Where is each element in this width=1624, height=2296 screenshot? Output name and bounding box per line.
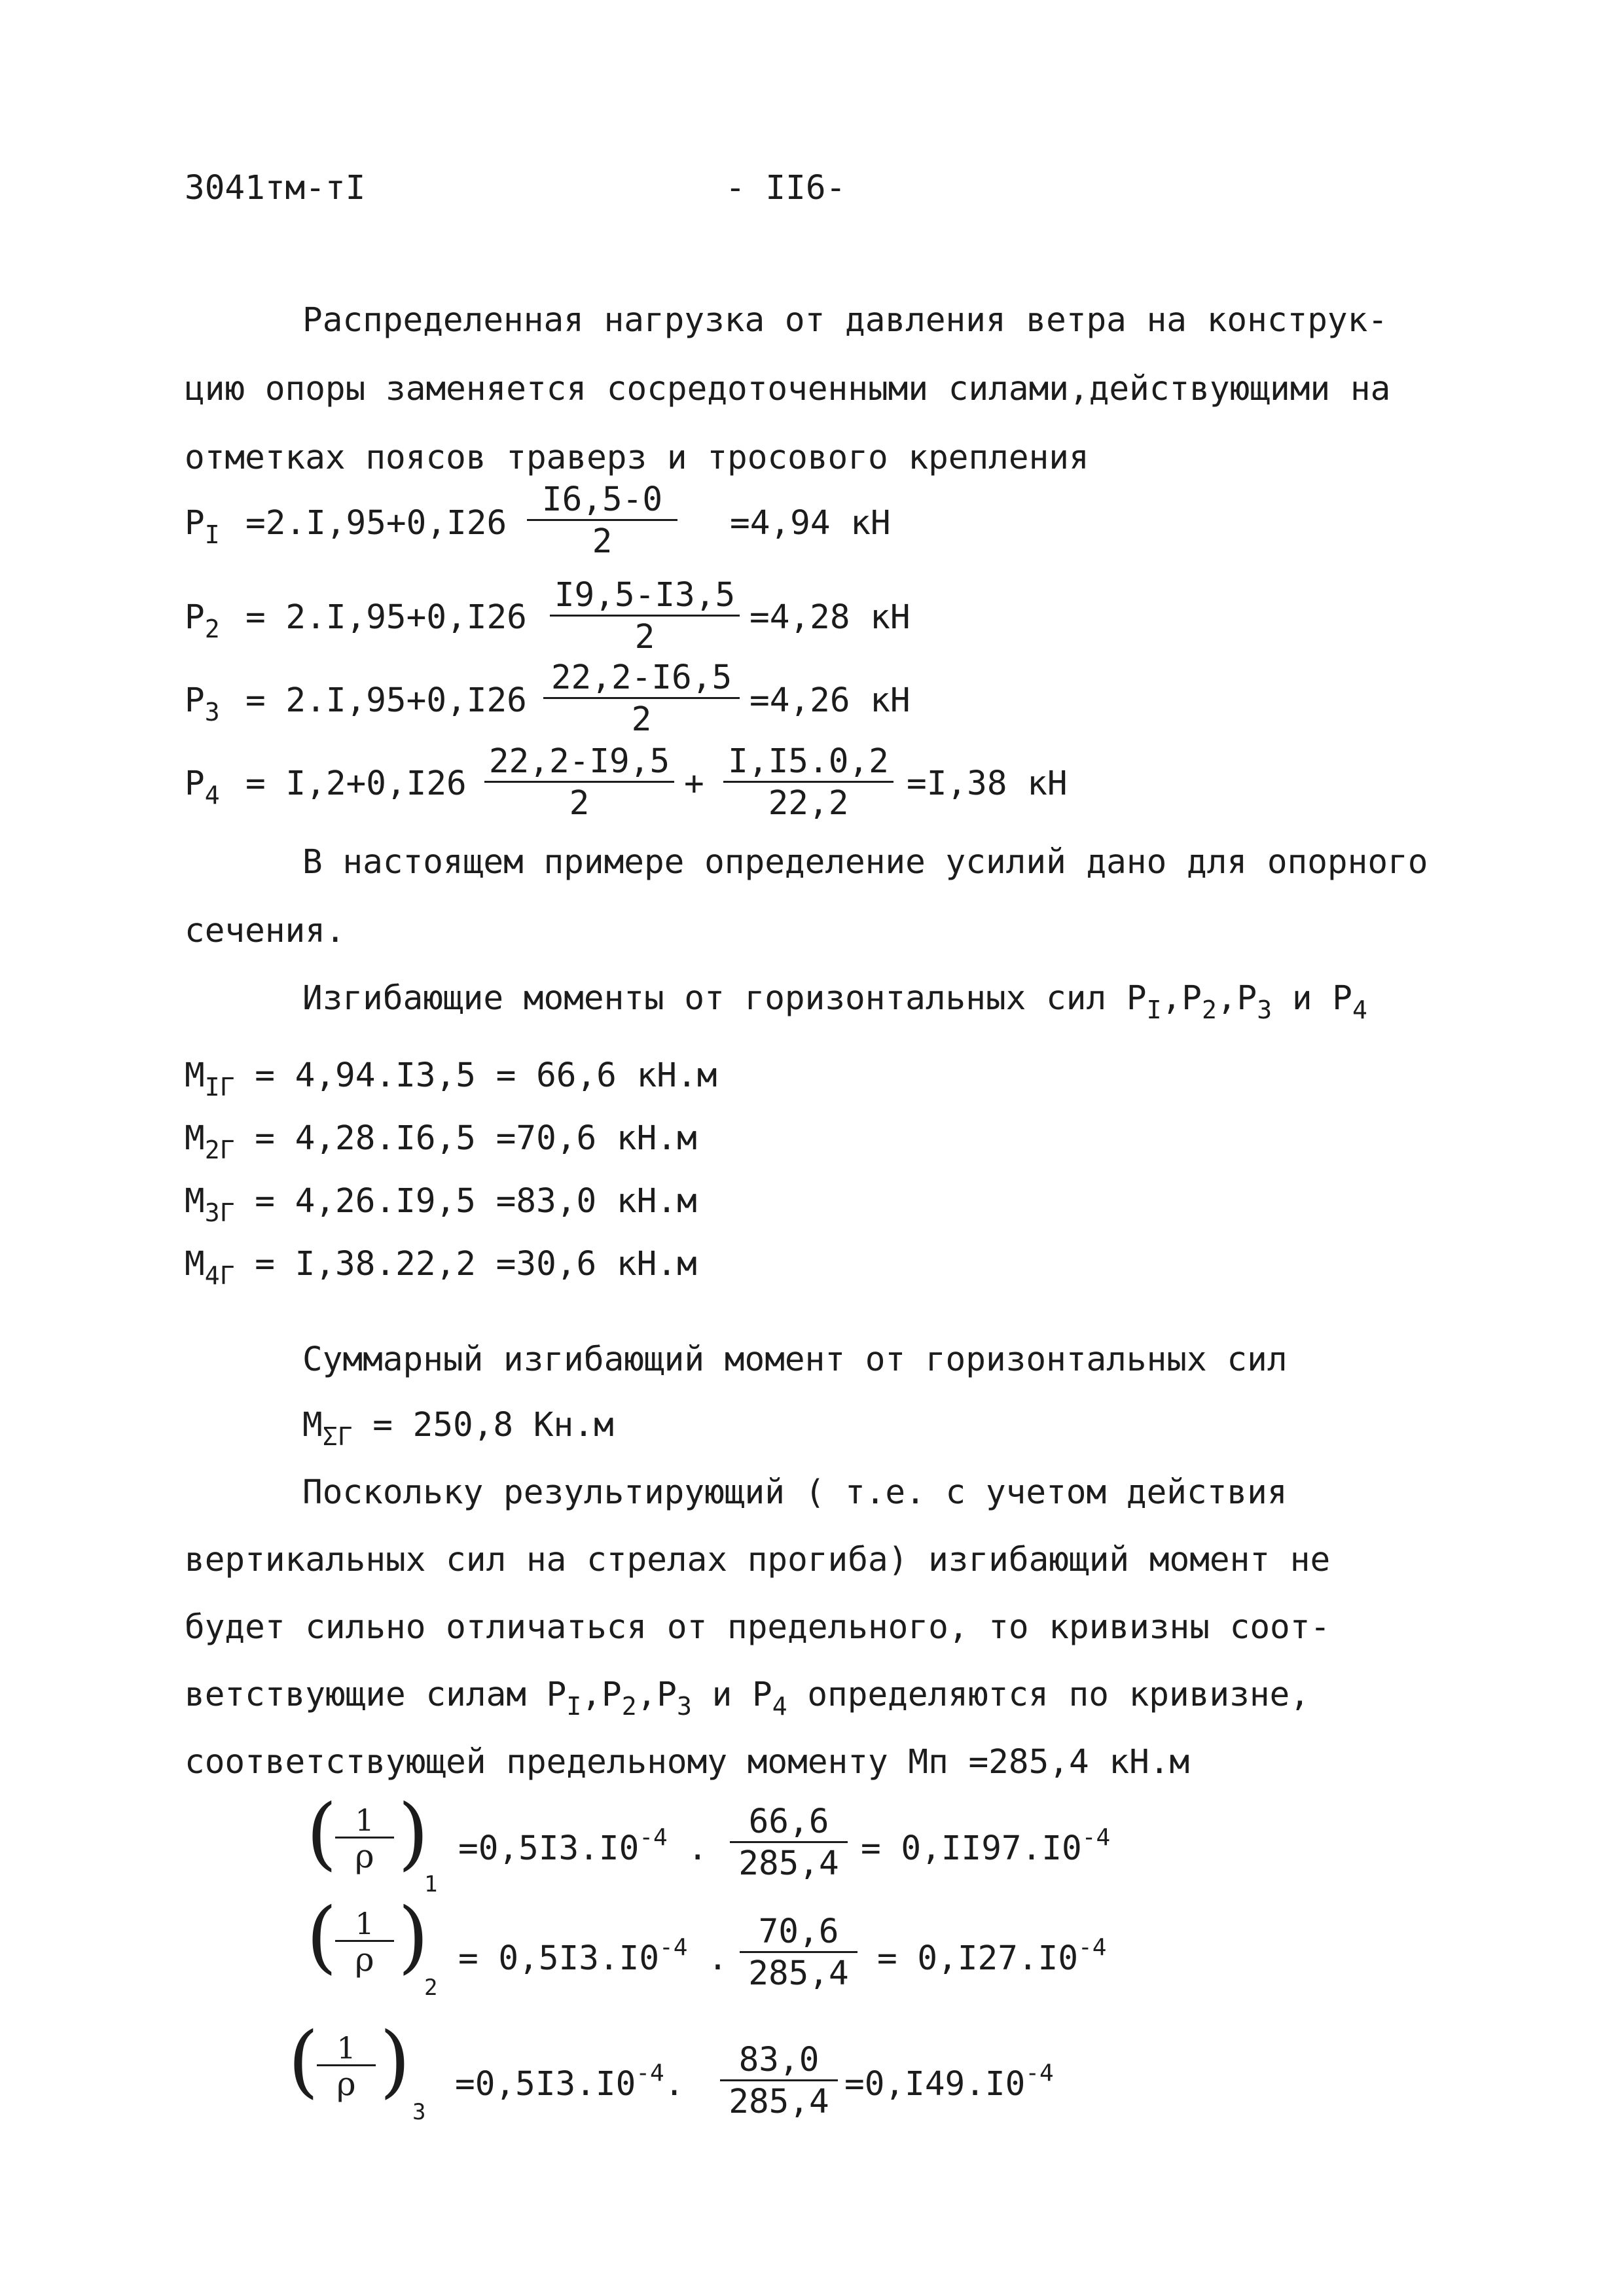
intro-line-3: отметках поясов траверз и тросового крепления (185, 439, 1089, 477)
para2-line-2: сечения. (185, 912, 346, 950)
para2-line-1: В настоящем примере определение усилий дано для опорного (302, 843, 1428, 882)
curvature-coefficient: $=0,5I3.I0^{-4}$. (455, 2060, 685, 2104)
left-paren: ( (306, 1892, 337, 1982)
moment-m2: $M_{2Г} = 4,28.I6,5 =70,6$ кН.м (185, 1119, 697, 1164)
curvature-index: 1 (424, 1871, 438, 1897)
curvature-coefficient: = $0,5I3.I0^{-4}$ . (458, 1934, 728, 1978)
right-paren: ) (398, 1892, 429, 1982)
force-expression: = 2.I,95+0,I26 (245, 681, 527, 720)
para3-line-3: будет сильно отличаться от предельного, то кривизны соот- (185, 1608, 1331, 1647)
plus-sign: + (684, 764, 704, 803)
intro-line-1: Распределенная нагрузка от давления ветра на конструк- (302, 301, 1388, 340)
force-symbol: $P_2$ (185, 598, 220, 643)
intro-line-2: цию опоры заменяется сосредоточенными силами,действующими на (185, 370, 1391, 408)
curvature-fraction: 1 ρ (317, 2033, 376, 2100)
curvature-index: 3 (412, 2099, 426, 2125)
force-symbol: $P_I$ (185, 504, 220, 549)
force-expression: =2.I,95+0,I26 (245, 504, 507, 543)
force-fraction: $\frac{22,2-I9,5}{2}$ (484, 745, 674, 820)
force-result: =4,28 кН (749, 598, 911, 637)
para3-line-5: соответствующей предельному моменту Мп =285,4 кН.м (185, 1743, 1190, 1782)
total-moment-formula: $M_{\Sigma Г} = 250,8$ Кн.м (302, 1406, 614, 1451)
curvature-moment-ratio: $\frac{83,0}{285,4}$ (720, 2043, 838, 2119)
para3-line-4: ветствующие силам $P_I,P_2,P_3$ и $P_4$ определяются по кривизне, (185, 1676, 1310, 1721)
right-paren: ) (380, 2016, 410, 2107)
force-expression: = 2.I,95+0,I26 (245, 598, 527, 637)
curvature-result: $=0,I49.I0^{-4}$ (844, 2060, 1054, 2104)
right-paren: ) (398, 1788, 429, 1879)
curvature-moment-ratio: $\frac{66,6}{285,4}$ (730, 1805, 848, 1880)
force-expression: = I,2+0,I26 (245, 764, 467, 803)
moments-intro: Изгибающие моменты от горизонтальных сил $P_I,P_2,P_3$ и $P_4$ (302, 979, 1367, 1024)
moment-m4: $M_{4Г} = I,38.22,2 =30,6$ кН.м (185, 1245, 697, 1290)
force-result: =4,26 кН (749, 681, 911, 720)
left-paren: ( (288, 2016, 319, 2107)
force-symbol: $P_4$ (185, 764, 220, 810)
force-fraction: $\frac{22,2-I6,5}{2}$ (543, 661, 740, 736)
curvature-index: 2 (424, 1975, 438, 2001)
total-moment-text: Суммарный изгибающий момент от горизонтальных сил (302, 1340, 1288, 1379)
force-result: =4,94 кН (730, 504, 891, 543)
curvature-coefficient: $=0,5I3.I0^{-4}$ . (458, 1824, 708, 1868)
force-fraction: $\frac{I9,5-I3,5}{2}$ (550, 579, 740, 654)
curvature-fraction: 1 ρ (335, 1909, 394, 1976)
force-fraction: $\frac{I6,5-0}{2}$ (527, 483, 677, 558)
moment-m3: $M_{3Г} = 4,26.I9,5 =83,0$ кН.м (185, 1182, 697, 1227)
curvature-fraction: 1 ρ (335, 1805, 394, 1873)
left-paren: ( (306, 1788, 337, 1879)
curvature-moment-ratio: $\frac{70,6}{285,4}$ (740, 1915, 857, 1990)
curvature-result: = $0,I27.I0^{-4}$ (877, 1934, 1107, 1978)
page-number: - II6- (725, 169, 846, 207)
force-symbol: $P_3$ (185, 681, 220, 726)
para3-line-2: вертикальных сил на стрелах прогиба) изгибающий момент не (185, 1541, 1331, 1579)
curvature-result: = $0,II97.I0^{-4}$ (861, 1824, 1111, 1868)
para3-line-1: Поскольку результирующий ( т.е. с учетом действия (302, 1473, 1288, 1512)
document-code: 3041тм-тI (185, 169, 366, 207)
force-result: =I,38 кН (907, 764, 1068, 803)
moment-m1: $M_{IГ} = 4,94.I3,5 = 66,6$ кН.м (185, 1056, 717, 1102)
force-fraction-2: $\frac{I,I5.0,2}{22,2}$ (723, 745, 893, 820)
